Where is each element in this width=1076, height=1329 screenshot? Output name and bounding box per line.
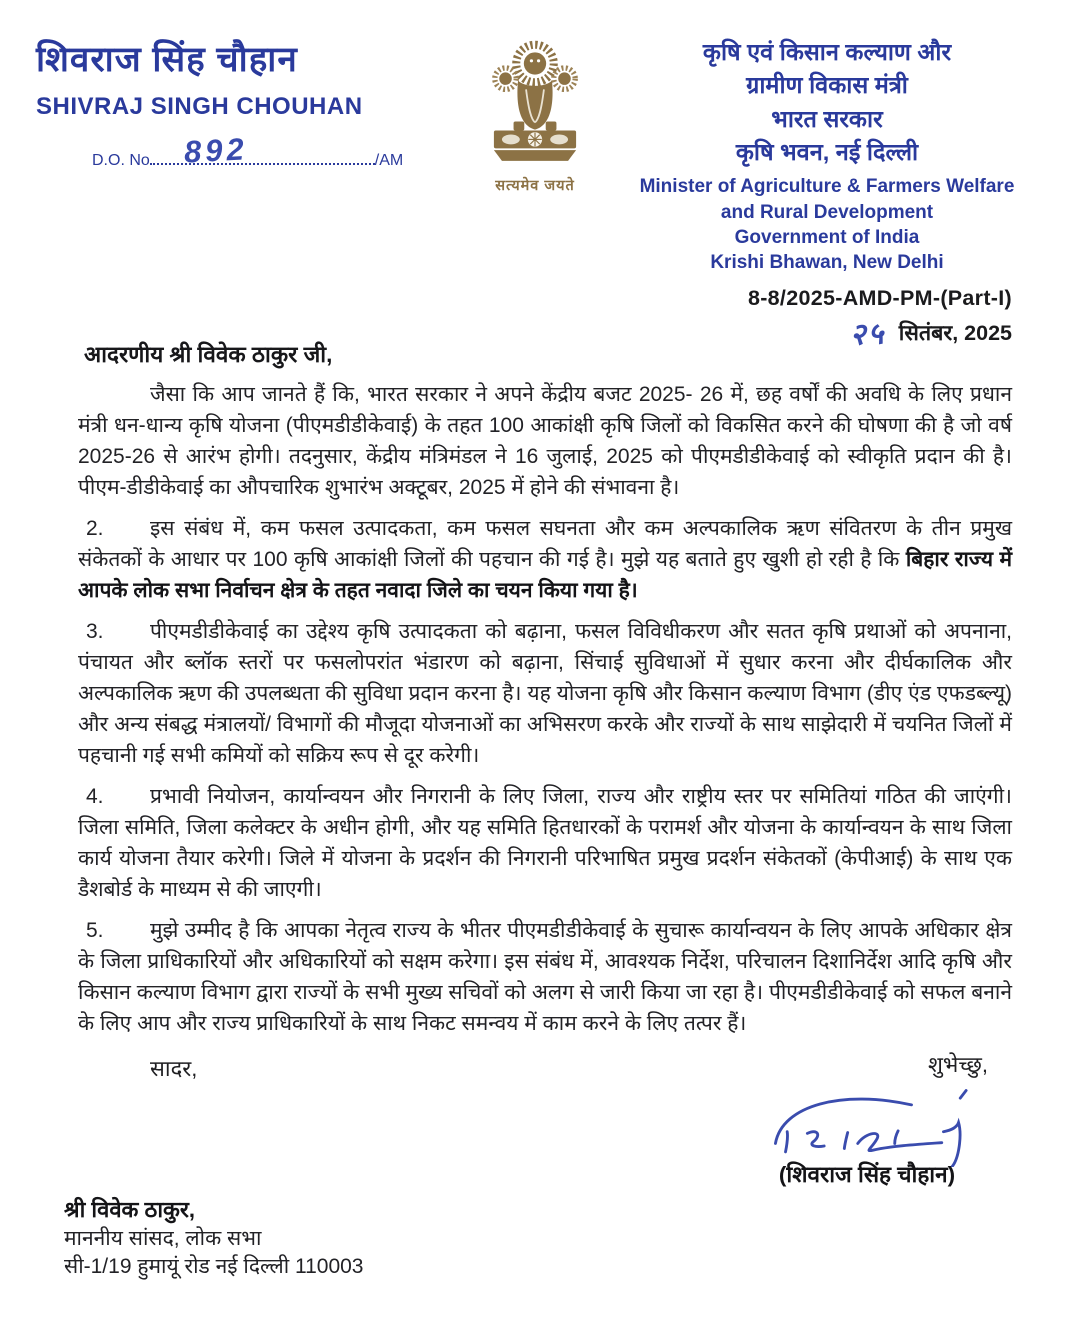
letter-body <box>64 338 1013 1281</box>
paragraph-5 <box>78 915 1012 1039</box>
letterhead <box>0 0 1076 352</box>
office-english-line: and Rural Development <box>720 201 934 223</box>
do-number-handwritten: 892 <box>183 131 249 170</box>
office-hindi-line: ग्रामीण विकास मंत्री <box>746 72 908 99</box>
recipient-block <box>64 1195 1012 1281</box>
paragraph-number: 2. <box>86 517 104 540</box>
paragraph-text: पीएमडीडीकेवाई का उद्देश्य कृषि उत्पादकता को बढ़ाना, फसल विविधीकरण और सतत कृषि प्रथाओं को अपनाना, पंचायत और ब्लॉक स्तरों पर फसलोपरांत भंडारण को बढ़ाना, सिंचाई सुविधाओं में सुधार करना और दीर्घकालिक और अल्पकालिक ऋण की उपलब्धता की सुविधा प्रदान करना है। यह योजना कृषि और किसान कल्याण विभाग (डीए एंड एफडब्ल्यू) और अन्य संबद्ध मंत्रालयों/ विभागों की मौजूदा योजनाओं का अभिसरण करके और राज्यों के साथ साझेदारी में चयनित जिलों में पहचानी गई सभी कमियों को सक्रिय रूप से दूर करेगी। <box>78 620 1012 767</box>
date-printed: सितंबर, 2025 <box>898 321 1012 345</box>
office-hindi-line: भारत सरकार <box>771 105 883 132</box>
paragraph-text: मुझे उम्मीद है कि आपका नेतृत्व राज्य के भीतर पीएमडीडीकेवाई के सुचारू कार्यान्वयन के लिए आपके अधिकार क्षेत्र के जिला प्राधिकारियों और अधिकारियों को सक्षम करेगा। इस संबंध में, आवश्यक निर्देश, परिचालन दिशानिर्देश आदि कृषि और किसान कल्याण विभाग द्वारा राज्यों के सभी मुख्य सचिवों को अलग से जारी किया जा रहा है। पीएमडीडीकेवाई को सफल बनाने के लिए आप और राज्य प्राधिकारियों के साथ निकट समन्वय में काम करने के लिए तत्पर हैं। <box>78 919 1013 1035</box>
office-english-lines <box>604 174 1050 274</box>
paragraph-number: 3. <box>86 620 104 643</box>
recipient-name: श्री विवेक ठाकुर, <box>64 1197 196 1222</box>
closing-regards: सादर, <box>150 1056 198 1081</box>
sender-name-hindi: शिवराज सिंह चौहान <box>36 40 298 79</box>
office-block <box>604 36 1050 275</box>
sender-name-english: SHIVRAJ SINGH CHOUHAN <box>36 93 363 121</box>
paragraph-2 <box>78 513 1012 606</box>
date-day-handwritten: २५ <box>849 317 886 352</box>
closing-row <box>78 1049 1012 1189</box>
do-suffix: /AM <box>374 152 404 170</box>
salutation: आदरणीय श्री विवेक ठाकुर जी, <box>84 342 333 367</box>
emblem-motto: सत्यमेव जयते <box>495 178 575 194</box>
office-hindi-line: कृषि भवन, नई दिल्ली <box>735 139 919 166</box>
handwritten-signature <box>742 1083 992 1167</box>
paragraph-1 <box>78 379 1012 503</box>
office-english-line: Government of India <box>734 226 920 248</box>
paragraph-number: 5. <box>86 919 104 942</box>
india-state-emblem-icon <box>481 34 589 168</box>
emblem-block <box>470 34 600 195</box>
office-hindi-line: कृषि एवं किसान कल्याण और <box>702 39 952 65</box>
office-hindi-lines <box>604 36 1050 169</box>
recipient-title: माननीय सांसद, लोक सभा <box>64 1226 262 1250</box>
office-english-line: Krishi Bhawan, New Delhi <box>710 251 944 273</box>
recipient-address: सी-1/19 हुमायूं रोड नई दिल्ली 110003 <box>64 1255 364 1279</box>
signature-block <box>732 1049 1002 1189</box>
paragraph-text: प्रभावी नियोजन, कार्यान्वयन और निगरानी के लिए जिला, राज्य और राष्ट्रीय स्तर पर समितियां गठित की जाएंगी। जिला समिति, जिला कलेक्टर के अधीन होगी, और यह समिति हितधारकों के परामर्श और योजना के कार्यान्वयन के साथ जिला कार्य योजना तैयार करेगी। जिले में योजना के प्रदर्शन की निगरानी परिभाषित प्रमुख प्रदर्शन संकेतकों (केपीआई) के साथ एक डैशबोर्ड के माध्यम से की जाएगी। <box>78 785 1012 901</box>
sender-block <box>36 40 436 170</box>
paragraph-bold-text: बिहार राज्य में आपके लोक सभा निर्वाचन क्षेत्र के तहत नवादा जिले का चयन किया गया है। <box>78 548 1012 602</box>
closing-wellwisher: शुभेच्छु, <box>927 1052 988 1077</box>
reference-number: 8-8/2025-AMD-PM-(Part-I) <box>747 286 1012 310</box>
paragraph-4 <box>78 781 1012 905</box>
do-number-line <box>92 131 436 170</box>
paragraph-text: इस संबंध में, कम फसल उत्पादकता, कम फसल सघनता और कम अल्पकालिक ऋण संवितरण के तीन प्रमुख संकेतकों के आधार पर 100 कृषि आकांक्षी जिलों की पहचान की गई है। मुझे यह बताते हुए खुशी हो रही है कि <box>78 517 1012 571</box>
signatory-name: (शिवराज सिंह चौहान) <box>778 1162 956 1187</box>
paragraph-text: जैसा कि आप जानते हैं कि, भारत सरकार ने अपने केंद्रीय बजट 2025- 26 में, छह वर्षों की अवधि के लिए प्रधान मंत्री धन-धान्य कृषि योजना (पीएमडीडीकेवाई) के तहत 100 आकांक्षी कृषि जिलों को विकसित करने की घोषणा की है जो वर्ष 2025-26 से आरंभ होगी। तदनुसार, केंद्रीय मंत्रिमंडल ने 16 जुलाई, 2025 को पीएमडीडीकेवाई को स्वीकृति प्रदान की है। पीएम-डीडीकेवाई का औपचारिक शुभारंभ अक्टूबर, 2025 में होने की संभावना है। <box>78 383 1012 499</box>
paragraph-number: 4. <box>86 785 104 808</box>
do-label: D.O. No <box>92 152 150 170</box>
paragraph-3 <box>78 616 1012 771</box>
office-english-line: Minister of Agriculture & Farmers Welfare <box>639 176 1015 198</box>
